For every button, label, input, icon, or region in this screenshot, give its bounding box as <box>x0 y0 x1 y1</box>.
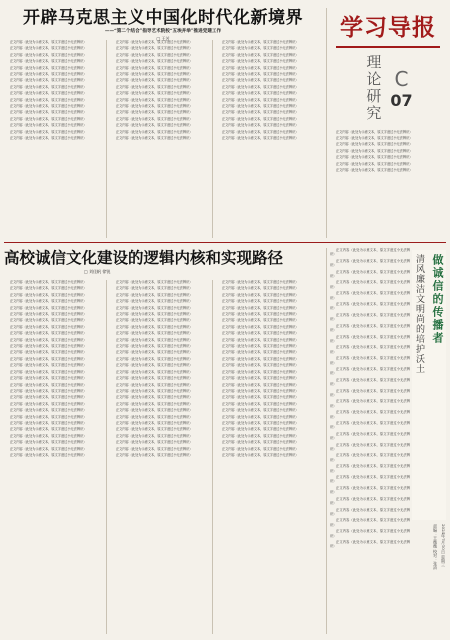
body-text: 正文内容（此处为示意文本，原文字迹过小无法辨识） <box>222 446 299 451</box>
body-text: 正文内容（此处为示意文本，原文字迹过小无法辨识） <box>10 369 87 374</box>
column-divider <box>106 280 107 634</box>
body-text: 正文内容（此处为示意文本，原文字迹过小无法辨识） <box>330 507 410 516</box>
body-text: 正文内容（此处为示意文本，原文字迹过小无法辨识） <box>222 420 299 425</box>
body-text: 正文内容（此处为示意文本，原文字迹过小无法辨识） <box>222 299 299 304</box>
body-text: 正文内容（此处为示意文本，原文字迹过小无法辨识） <box>10 59 87 64</box>
body-text: 正文内容（此处为示意文本，原文字迹过小无法辨识） <box>222 350 299 355</box>
top-header <box>4 8 322 41</box>
body-text: 正文内容（此处为示意文本，原文字迹过小无法辨识） <box>330 312 410 322</box>
body-text: 正文内容（此处为示意文本，原文字迹过小无法辨识） <box>10 40 87 44</box>
body-text: 正文内容（此处为示意文本，原文字迹过小无法辨识） <box>222 129 299 134</box>
body-text: 正文内容（此处为示意文本，原文字迹过小无法辨识） <box>330 302 410 311</box>
top-col-1 <box>4 40 104 238</box>
top-subheadline: ——“第二个结合”指导艺术院校“五埃并举”推进党建工作 <box>104 29 222 34</box>
body-text: 正文内容（此处为示意文本，原文字迹过小无法辨识） <box>10 104 87 109</box>
body-text: 正文内容（此处为示意文本，原文字迹过小无法辨识） <box>222 40 299 44</box>
top-col-2 <box>110 40 210 238</box>
body-text: 正文内容（此处为示意文本，原文字迹过小无法辨识） <box>222 318 299 323</box>
body-text: 正文内容（此处为示意文本，原文字迹过小无法辨识） <box>116 59 193 64</box>
body-text: 正文内容（此处为示意文本，原文字迹过小无法辨识） <box>116 414 193 419</box>
body-text: 正文内容（此处为示意文本，原文字迹过小无法辨识） <box>116 129 193 134</box>
body-text: 正文内容（此处为示意文本，原文字迹过小无法辨识） <box>222 52 299 57</box>
body-text: 正文内容（此处为示意文本，原文字迹过小无法辨识） <box>10 395 87 400</box>
body-text: 正文内容（此处为示意文本，原文字迹过小无法辨识） <box>336 135 413 140</box>
slogan-line-1: 做诚信的传播者 <box>431 254 444 345</box>
body-text: 正文内容（此处为示意文本，原文字迹过小无法辨识） <box>336 161 413 166</box>
body-text: 正文内容（此处为示意文本，原文字迹过小无法辨识） <box>10 324 87 329</box>
body-text: 正文内容（此处为示意文本，原文字迹过小无法辨识） <box>10 356 87 361</box>
main-col-3 <box>216 280 322 634</box>
body-text: 正文内容（此处为示意文本，原文字迹过小无法辨识） <box>116 292 193 297</box>
body-text: 正文内容（此处为示意文本，原文字迹过小无法辨识） <box>116 408 193 413</box>
body-text: 正文内容（此处为示意文本，原文字迹过小无法辨识） <box>116 363 193 368</box>
body-text: 正文内容（此处为示意文本，原文字迹过小无法辨识） <box>330 453 410 462</box>
body-text: 正文内容（此处为示意文本，原文字迹过小无法辨识） <box>116 376 193 381</box>
main-headline: 高校诚信文化建设的逻辑内核和实现路径 <box>4 248 284 267</box>
body-text: 正文内容（此处为示意文本，原文字迹过小无法辨识） <box>222 376 299 381</box>
body-text: 正文内容（此处为示意文本，原文字迹过小无法辨识） <box>222 388 299 393</box>
body-text: 正文内容（此处为示意文本，原文字迹过小无法辨识） <box>330 399 410 408</box>
body-text: 正文内容（此处为示意文本，原文字迹过小无法辨识） <box>222 59 299 64</box>
body-text: 正文内容（此处为示意文本，原文字迹过小无法辨识） <box>10 433 87 438</box>
slogan-band <box>412 250 446 520</box>
body-text: 正文内容（此处为示意文本，原文字迹过小无法辨识） <box>10 123 87 128</box>
main-header <box>4 248 322 278</box>
body-text: 正文内容（此处为示意文本，原文字迹过小无法辨识） <box>222 363 299 368</box>
body-text: 正文内容（此处为示意文本，原文字迹过小无法辨识） <box>10 116 87 121</box>
body-text: 正文内容（此处为示意文本，原文字迹过小无法辨识） <box>330 518 410 527</box>
body-text: 正文内容（此处为示意文本，原文字迹过小无法辨识） <box>10 414 87 419</box>
column-divider <box>326 248 327 634</box>
body-text: 正文内容（此处为示意文本，原文字迹过小无法辨识） <box>116 72 193 77</box>
body-text: 正文内容（此处为示意文本，原文字迹过小无法辨识） <box>222 344 299 349</box>
body-text: 正文内容（此处为示意文本，原文字迹过小无法辨识） <box>116 395 193 400</box>
body-text: 正文内容（此处为示意文本，原文字迹过小无法辨识） <box>336 148 413 153</box>
body-text: 正文内容（此处为示意文本，原文字迹过小无法辨识） <box>330 334 410 343</box>
masthead-area <box>330 8 446 238</box>
body-text: 正文内容（此处为示意文本，原文字迹过小无法辨识） <box>10 52 87 57</box>
body-text: 正文内容（此处为示意文本，原文字迹过小无法辨识） <box>222 382 299 387</box>
body-text: 正文内容（此处为示意文本，原文字迹过小无法辨识） <box>10 420 87 425</box>
body-text: 正文内容（此处为示意文本，原文字迹过小无法辨识） <box>10 440 87 445</box>
body-text: 正文内容（此处为示意文本，原文字迹过小无法辨识） <box>222 97 299 102</box>
body-text: 正文内容（此处为示意文本，原文字迹过小无法辨识） <box>222 84 299 89</box>
body-text: 正文内容（此处为示意文本，原文字迹过小无法辨识） <box>116 91 193 96</box>
body-text: 正文内容（此处为示意文本，原文字迹过小无法辨识） <box>116 116 193 121</box>
body-text: 正文内容（此处为示意文本，原文字迹过小无法辨识） <box>222 46 299 51</box>
body-text: 正文内容（此处为示意文本，原文字迹过小无法辨识） <box>116 97 193 102</box>
body-text: 正文内容（此处为示意文本，原文字迹过小无法辨识） <box>116 427 193 432</box>
body-text: 正文内容（此处为示意文本，原文字迹过小无法辨识） <box>10 363 87 368</box>
body-text: 正文内容（此处为示意文本，原文字迹过小无法辨识） <box>116 104 193 109</box>
body-text: 正文内容（此处为示意文本，原文字迹过小无法辨识） <box>116 110 193 115</box>
body-text: 正文内容（此处为示意文本，原文字迹过小无法辨识） <box>336 129 413 134</box>
body-text: 正文内容（此处为示意文本，原文字迹过小无法辨识） <box>10 65 87 70</box>
page-number: 07 <box>390 91 413 110</box>
body-text: 正文内容（此处为示意文本，原文字迹过小无法辨识） <box>330 345 410 354</box>
body-text: 正文内容（此处为示意文本，原文字迹过小无法辨识） <box>330 421 410 430</box>
body-text: 正文内容（此处为示意文本，原文字迹过小无法辨识） <box>222 123 299 128</box>
body-text: 正文内容（此处为示意文本，原文字迹过小无法辨识） <box>116 369 193 374</box>
body-text: 正文内容（此处为示意文本，原文字迹过小无法辨识） <box>10 280 87 284</box>
body-text: 正文内容（此处为示意文本，原文字迹过小无法辨识） <box>10 452 87 457</box>
body-text: 正文内容（此处为示意文本，原文字迹过小无法辨识） <box>330 485 410 495</box>
body-text: 正文内容（此处为示意文本，原文字迹过小无法辨识） <box>10 427 87 432</box>
body-text: 正文内容（此处为示意文本，原文字迹过小无法辨识） <box>10 299 87 304</box>
body-text: 正文内容（此处为示意文本，原文字迹过小无法辨识） <box>10 305 87 310</box>
body-text: 正文内容（此处为示意文本，原文字迹过小无法辨识） <box>10 91 87 96</box>
footer-date: 2024年7月10日 星期三 <box>441 524 446 568</box>
body-text: 正文内容（此处为示意文本，原文字迹过小无法辨识） <box>222 65 299 70</box>
body-text: 正文内容（此处为示意文本，原文字迹过小无法辨识） <box>116 84 193 89</box>
body-text: 正文内容（此处为示意文本，原文字迹过小无法辨识） <box>330 442 410 452</box>
footer-vertical <box>414 524 446 636</box>
body-text: 正文内容（此处为示意文本，原文字迹过小无法辨识） <box>116 280 193 284</box>
body-text: 正文内容（此处为示意文本，原文字迹过小无法辨识） <box>116 388 193 393</box>
body-text: 正文内容（此处为示意文本，原文字迹过小无法辨识） <box>116 318 193 323</box>
body-text: 正文内容（此处为示意文本，原文字迹过小无法辨识） <box>222 292 299 297</box>
body-text: 正文内容（此处为示意文本，原文字迹过小无法辨识） <box>10 318 87 323</box>
body-text: 正文内容（此处为示意文本，原文字迹过小无法辨识） <box>10 376 87 381</box>
body-text: 正文内容（此处为示意文本，原文字迹过小无法辨识） <box>10 350 87 355</box>
column-divider <box>326 8 327 238</box>
body-text: 正文内容（此处为示意文本，原文字迹过小无法辨识） <box>222 136 299 141</box>
column-divider <box>106 40 107 238</box>
body-text: 正文内容（此处为示意文本，原文字迹过小无法辨识） <box>10 337 87 342</box>
body-text: 正文内容（此处为示意文本，原文字迹过小无法辨识） <box>10 84 87 89</box>
body-text: 正文内容（此处为示意文本，原文字迹过小无法辨识） <box>330 410 410 419</box>
section-rule <box>4 242 446 243</box>
body-text: 正文内容（此处为示意文本，原文字迹过小无法辨识） <box>10 382 87 387</box>
body-text: 正文内容（此处为示意文本，原文字迹过小无法辨识） <box>222 369 299 374</box>
body-text: 正文内容（此处为示意文本，原文字迹过小无法辨识） <box>330 291 410 300</box>
body-text: 正文内容（此处为示意文本，原文字迹过小无法辨识） <box>116 46 193 51</box>
section-code: C <box>394 67 409 91</box>
section-row <box>330 54 446 124</box>
body-text: 正文内容（此处为示意文本，原文字迹过小无法辨识） <box>10 446 87 451</box>
page-badge <box>390 67 412 110</box>
top-headline: 开辟马克思主义中国化时代化新境界 <box>23 8 303 28</box>
body-text: 正文内容（此处为示意文本，原文字迹过小无法辨识） <box>330 431 410 441</box>
body-text: 正文内容（此处为示意文本，原文字迹过小无法辨识） <box>222 401 299 406</box>
column-divider <box>212 280 213 634</box>
body-text: 正文内容（此处为示意文本，原文字迹过小无法辨识） <box>330 280 410 289</box>
body-text: 正文内容（此处为示意文本，原文字迹过小无法辨识） <box>330 323 410 333</box>
body-text: 正文内容（此处为示意文本，原文字迹过小无法辨识） <box>222 91 299 96</box>
section-title: 理论研究 <box>364 53 383 122</box>
body-text: 正文内容（此处为示意文本，原文字迹过小无法辨识） <box>10 312 87 317</box>
body-text: 正文内容（此处为示意文本，原文字迹过小无法辨识） <box>222 72 299 77</box>
body-text: 正文内容（此处为示意文本，原文字迹过小无法辨识） <box>336 167 413 172</box>
top-col-3 <box>216 40 322 238</box>
body-text: 正文内容（此处为示意文本，原文字迹过小无法辨识） <box>10 331 87 336</box>
body-text: 正文内容（此处为示意文本，原文字迹过小无法辨识） <box>330 496 410 506</box>
body-text: 正文内容（此处为示意文本，原文字迹过小无法辨识） <box>10 97 87 102</box>
body-text: 正文内容（此处为示意文本，原文字迹过小无法辨识） <box>330 529 410 538</box>
body-text: 正文内容（此处为示意文本，原文字迹过小无法辨识） <box>222 427 299 432</box>
body-text: 正文内容（此处为示意文本，原文字迹过小无法辨识） <box>116 123 193 128</box>
body-text: 正文内容（此处为示意文本，原文字迹过小无法辨识） <box>10 292 87 297</box>
body-text: 正文内容（此处为示意文本，原文字迹过小无法辨识） <box>222 78 299 83</box>
body-text: 正文内容（此处为示意文本，原文字迹过小无法辨识） <box>222 337 299 342</box>
body-text: 正文内容（此处为示意文本，原文字迹过小无法辨识） <box>336 155 413 160</box>
masthead-rule <box>336 46 440 48</box>
body-text: 正文内容（此处为示意文本，原文字迹过小无法辨识） <box>116 286 193 291</box>
body-text: 正文内容（此处为示意文本，原文字迹过小无法辨识） <box>330 269 410 279</box>
body-text: 正文内容（此处为示意文本，原文字迹过小无法辨识） <box>330 356 410 365</box>
body-text: 正文内容（此处为示意文本，原文字迹过小无法辨识） <box>330 475 410 484</box>
body-text: 正文内容（此处为示意文本，原文字迹过小无法辨识） <box>222 305 299 310</box>
body-text: 正文内容（此处为示意文本，原文字迹过小无法辨识） <box>116 324 193 329</box>
body-text: 正文内容（此处为示意文本，原文字迹过小无法辨识） <box>222 408 299 413</box>
body-text: 正文内容（此处为示意文本，原文字迹过小无法辨识） <box>10 46 87 51</box>
body-text: 正文内容（此处为示意文本，原文字迹过小无法辨识） <box>10 78 87 83</box>
body-text: 正文内容（此处为示意文本，原文字迹过小无法辨识） <box>330 258 410 268</box>
body-text: 正文内容（此处为示意文本，原文字迹过小无法辨识） <box>330 539 410 549</box>
body-text: 正文内容（此处为示意文本，原文字迹过小无法辨识） <box>222 452 299 457</box>
body-text: 正文内容（此处为示意文本，原文字迹过小无法辨识） <box>10 344 87 349</box>
body-text: 正文内容（此处为示意文本，原文字迹过小无法辨识） <box>330 248 410 257</box>
body-text: 正文内容（此处为示意文本，原文字迹过小无法辨识） <box>116 65 193 70</box>
body-text: 正文内容（此处为示意文本，原文字迹过小无法辨识） <box>116 337 193 342</box>
column-divider <box>212 40 213 238</box>
body-text: 正文内容（此处为示意文本，原文字迹过小无法辨识） <box>116 305 193 310</box>
body-text: 正文内容（此处为示意文本，原文字迹过小无法辨识） <box>330 388 410 397</box>
body-text: 正文内容（此处为示意文本，原文字迹过小无法辨识） <box>222 280 299 284</box>
main-author: □ 刘佳帆 徐锐 <box>84 269 111 274</box>
body-text: 正文内容（此处为示意文本，原文字迹过小无法辨识） <box>222 104 299 109</box>
body-text: 正文内容（此处为示意文本，原文字迹过小无法辨识） <box>10 110 87 115</box>
body-text: 正文内容（此处为示意文本，原文字迹过小无法辨识） <box>116 382 193 387</box>
body-text: 正文内容（此处为示意文本，原文字迹过小无法辨识） <box>116 420 193 425</box>
body-text: 正文内容（此处为示意文本，原文字迹过小无法辨识） <box>222 286 299 291</box>
masthead-title: 学习导报 <box>340 14 436 41</box>
body-text: 正文内容（此处为示意文本，原文字迹过小无法辨识） <box>116 331 193 336</box>
body-text: 正文内容（此处为示意文本，原文字迹过小无法辨识） <box>116 299 193 304</box>
body-text: 正文内容（此处为示意文本，原文字迹过小无法辨识） <box>222 356 299 361</box>
body-text: 正文内容（此处为示意文本，原文字迹过小无法辨识） <box>10 129 87 134</box>
body-text: 正文内容（此处为示意文本，原文字迹过小无法辨识） <box>222 395 299 400</box>
body-text: 正文内容（此处为示意文本，原文字迹过小无法辨识） <box>116 401 193 406</box>
body-text: 正文内容（此处为示意文本，原文字迹过小无法辨识） <box>116 40 193 44</box>
body-text: 正文内容（此处为示意文本，原文字迹过小无法辨识） <box>116 52 193 57</box>
body-text: 正文内容（此处为示意文本，原文字迹过小无法辨识） <box>222 110 299 115</box>
body-text: 正文内容（此处为示意文本，原文字迹过小无法辨识） <box>116 440 193 445</box>
body-text: 正文内容（此处为示意文本，原文字迹过小无法辨识） <box>222 440 299 445</box>
right-col <box>330 248 410 634</box>
body-text: 正文内容（此处为示意文本，原文字迹过小无法辨识） <box>116 350 193 355</box>
slogan-line-2: 清风廉洁文明尚的培护沃土 <box>414 254 424 374</box>
body-text: 正文内容（此处为示意文本，原文字迹过小无法辨识） <box>222 312 299 317</box>
body-text: 正文内容（此处为示意文本，原文字迹过小无法辨识） <box>10 286 87 291</box>
body-text: 正文内容（此处为示意文本，原文字迹过小无法辨识） <box>336 142 413 147</box>
body-text: 正文内容（此处为示意文本，原文字迹过小无法辨识） <box>330 377 410 387</box>
body-text: 正文内容（此处为示意文本，原文字迹过小无法辨识） <box>116 446 193 451</box>
body-text: 正文内容（此处为示意文本，原文字迹过小无法辨识） <box>10 72 87 77</box>
body-text: 正文内容（此处为示意文本，原文字迹过小无法辨识） <box>116 78 193 83</box>
body-text: 正文内容（此处为示意文本，原文字迹过小无法辨识） <box>10 401 87 406</box>
body-text: 正文内容（此处为示意文本，原文字迹过小无法辨识） <box>116 312 193 317</box>
body-text: 正文内容（此处为示意文本，原文字迹过小无法辨识） <box>116 136 193 141</box>
body-text: 正文内容（此处为示意文本，原文字迹过小无法辨识） <box>222 414 299 419</box>
body-text: 正文内容（此处为示意文本，原文字迹过小无法辨识） <box>116 452 193 457</box>
body-text: 正文内容（此处为示意文本，原文字迹过小无法辨识） <box>10 408 87 413</box>
main-col-1 <box>4 280 104 634</box>
body-text: 正文内容（此处为示意文本，原文字迹过小无法辨识） <box>10 136 87 141</box>
body-text: 正文内容（此处为示意文本，原文字迹过小无法辨识） <box>222 324 299 329</box>
main-col-2 <box>110 280 210 634</box>
footer-editor: 责编：王薇薇 校对：张清 <box>433 524 438 570</box>
body-text: 正文内容（此处为示意文本，原文字迹过小无法辨识） <box>116 356 193 361</box>
body-text: 正文内容（此处为示意文本，原文字迹过小无法辨识） <box>222 331 299 336</box>
body-text: 正文内容（此处为示意文本，原文字迹过小无法辨识） <box>330 366 410 376</box>
body-text: 正文内容（此处为示意文本，原文字迹过小无法辨识） <box>116 433 193 438</box>
body-text: 正文内容（此处为示意文本，原文字迹过小无法辨识） <box>10 388 87 393</box>
body-text: 正文内容（此处为示意文本，原文字迹过小无法辨识） <box>222 116 299 121</box>
top-author: □ 王芳 <box>156 36 170 41</box>
body-text: 正文内容（此处为示意文本，原文字迹过小无法辨识） <box>116 344 193 349</box>
body-text: 正文内容（此处为示意文本，原文字迹过小无法辨识） <box>330 464 410 473</box>
body-text: 正文内容（此处为示意文本，原文字迹过小无法辨识） <box>222 433 299 438</box>
